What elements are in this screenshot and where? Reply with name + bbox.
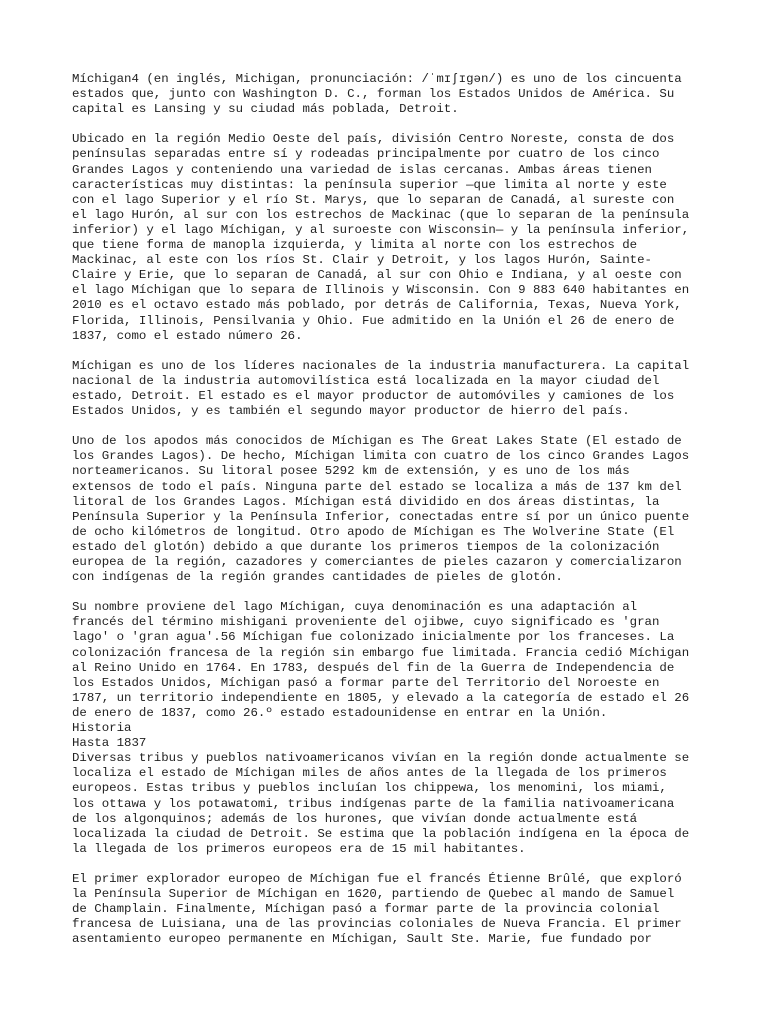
paragraph-first-explorer: El primer explorador europeo de Míchigan fue el francés Étienne Brûlé, que exploró la Península Superior de Míchigan en 1620, partiendo de Quebec al mando de Samuel de Champlain. Finalmente, Míchigan pasó a formar parte de la provincia colonial francesa de Luisiana, una de las provincias coloniales de Nueva Francia. El primer asentamiento europeo permanente en Míchigan, Sault Ste. Marie, fue fundado por (72, 871, 682, 947)
paragraph-intro: Míchigan4 (en inglés, Michigan, pronunciación: /ˈmɪʃɪgən/) es uno de los cincuenta estados que, junto con Washington D. C., forman los Estados Unidos de América. Su capital es Lansing y su ciudad más poblada, Detroit. (72, 72, 682, 117)
paragraph-name-origin: Su nombre proviene del lago Míchigan, cuya denominación es una adaptación al francés del término mishigani proveniente del ojibwe, cuyo significado es 'gran lago' o 'gran agua'.56 Míchigan fue colonizado inicialmente por los franceses. La colonización francesa de la región sin embargo fue limitada. Francia cedió Míchigan al Reino Unido en 1764. En 1783, después del fin de la Guerra de Independencia de los Estados Unidos, Míchigan pasó a formar parte del Territorio del Noroeste en 1787, un territorio independiente en 1805, y elevado a la categoría de estado el 26 de enero de 1837, como 26.º estado estadounidense en entrar en la Unión. (72, 600, 690, 720)
paragraph-nicknames: Uno de los apodos más conocidos de Míchigan es The Great Lakes State (El estado de los Grandes Lagos). De hecho, Míchigan limita con cuatro de los cinco Grandes Lagos norteamericanos. Su litoral posee 5292 km de extensión, y es uno de los más extensos de todo el país. Ninguna parte del estado se localiza a más de 137 km del litoral de los Grandes Lagos. Míchigan está dividido en dos áreas distintas, la Península Superior y la Península Inferior, conectadas entre sí por un único puente de ocho kilómetros de longitud. Otro apodo de Míchigan es The Wolverine State (El estado del glotón) debido a que durante los primeros tiempos de la colonización europea de la región, cazadores y comerciantes de pieles cazaron y comercializaron con indígenas de la región grandes cantidades de pieles de glotón. (72, 434, 690, 585)
paragraph-geography: Ubicado en la región Medio Oeste del país, división Centro Noreste, consta de dos penínsulas separadas entre sí y rodeadas principalmente por cuatro de los cinco Grandes Lagos y conteniendo una variedad de islas cercanas. Ambas áreas tienen características muy distintas: la península superior —que limita al norte y este con el lago Superior y el río St. Marys, que lo separan de Canadá, al sureste con el lago Hurón, al sur con los estrechos de Mackinac (que lo separan de la península inferior) y el lago Míchigan, y al suroeste con Wisconsin— y la península inferior, que tiene forma de manopla izquierda, y limita al norte con los estrechos de Mackinac, al este con los ríos St. Clair y Detroit, y los lagos Hurón, Sainte- Claire y Erie, que lo separan de Canadá, al sur con Ohio e Indiana, y al oeste con el lago Míchigan que lo separa de Illinois y Wisconsin. Con 9 883 640 habitantes en 2010 es el octavo estado más poblado, por detrás de California, Texas, Nueva York, Florida, Illinois, Pensilvania y Ohio. Fue admitido en la Unión el 26 de enero de 1837, como el estado número 26. (72, 132, 690, 343)
paragraph-native-peoples: Diversas tribus y pueblos nativoamericanos vivían en la región donde actualmente se localiza el estado de Míchigan miles de años antes de la llegada de los primeros europeos. Estas tribus y pueblos incluían los chippewa, los menomini, los miami, los ottawa y los potawatomi, tribus indígenas parte de la familia nativoamericana de los algonquinos; además de los hurones, que vivían donde actualmente está localizada la ciudad de Detroit. Se estima que la población indígena en la época de la llegada de los primeros europeos era de 15 mil habitantes. (72, 751, 690, 856)
subsection-heading-until-1837: Hasta 1837 (72, 736, 147, 751)
section-heading-history: Historia (72, 721, 132, 736)
document-page (72, 72, 702, 963)
paragraph-industry: Míchigan es uno de los líderes nacionales de la industria manufacturera. La capital nacional de la industria automovilística está localizada en la mayor ciudad del estado, Detroit. El estado es el mayor productor de automóviles y camiones de los Estados Unidos, y es también el segundo mayor productor de hierro del país. (72, 358, 690, 419)
